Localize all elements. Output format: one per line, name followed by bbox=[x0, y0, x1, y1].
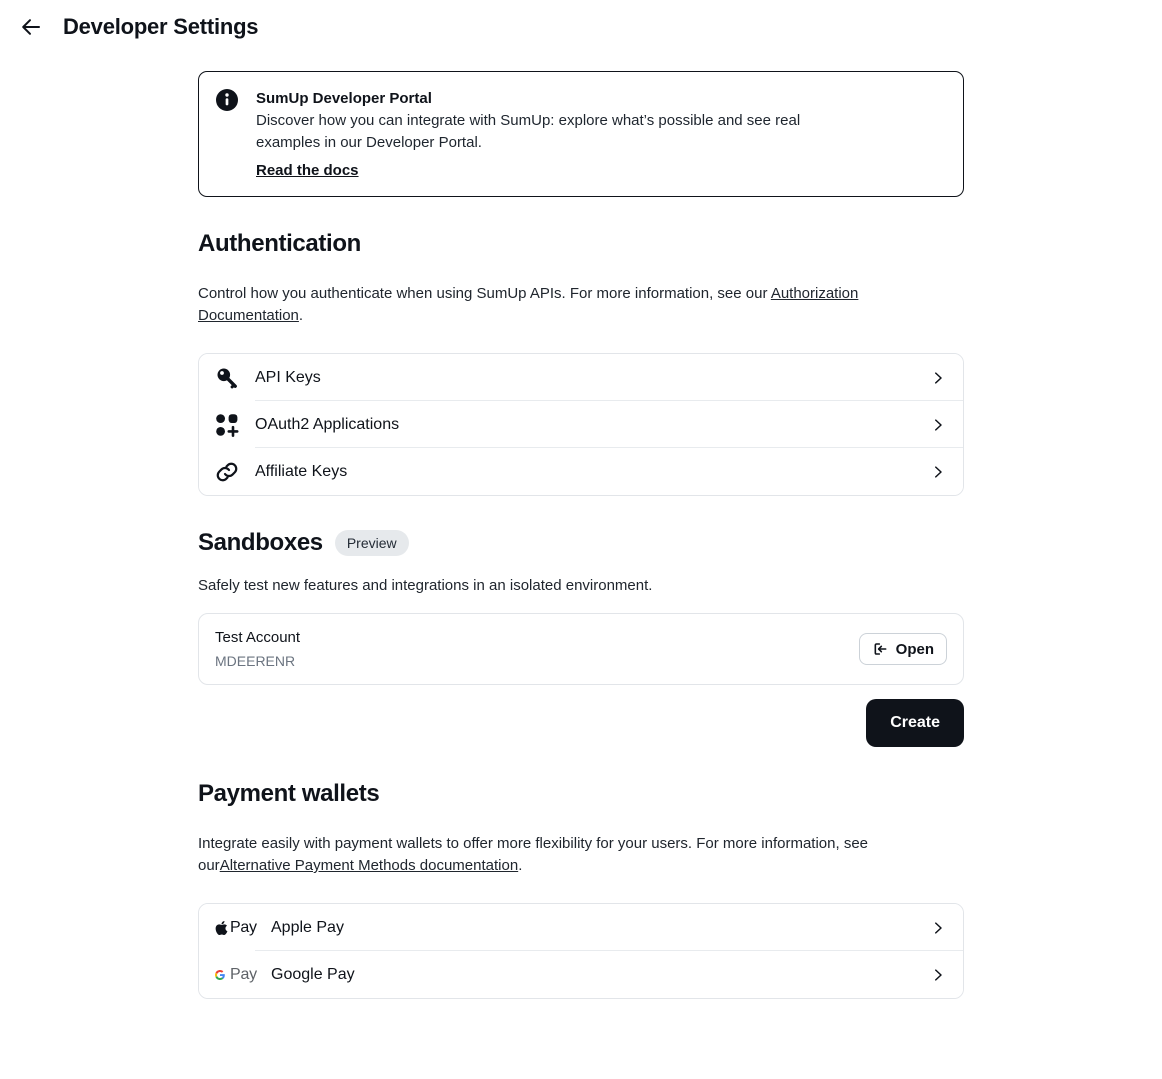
chevron-right-icon bbox=[929, 919, 947, 937]
banner-body: Discover how you can integrate with SumUp: explore what’s possible and see real examples in our Developer Portal. bbox=[256, 112, 801, 151]
chevron-right-icon bbox=[929, 463, 947, 481]
payment-wallets-card bbox=[198, 903, 964, 999]
google-pay-logo: Pay bbox=[215, 966, 257, 984]
affiliate-keys-row[interactable] bbox=[199, 448, 963, 495]
key-icon bbox=[215, 366, 239, 390]
preview-badge: Preview bbox=[335, 530, 409, 556]
chevron-right-icon bbox=[929, 966, 947, 984]
read-the-docs-link[interactable]: Read the docs bbox=[256, 162, 359, 179]
apple-pay-row[interactable] bbox=[199, 904, 963, 951]
affiliate-keys-label: Affiliate Keys bbox=[255, 462, 348, 480]
sandboxes-heading: Sandboxes bbox=[198, 529, 323, 556]
account-info bbox=[215, 627, 300, 671]
oauth-apps-icon bbox=[215, 413, 239, 437]
oauth2-applications-label: OAuth2 Applications bbox=[255, 415, 400, 433]
back-button[interactable] bbox=[17, 13, 45, 41]
authentication-description: Control how you authenticate when using SumUp APIs. For more information, see our Authorization Documentation. bbox=[198, 285, 859, 324]
authorization-documentation-link[interactable]: Authorization Documentation bbox=[198, 285, 859, 324]
google-pay-row[interactable] bbox=[199, 951, 963, 998]
account-code: MDEERENR bbox=[215, 653, 296, 669]
link-icon bbox=[215, 460, 239, 484]
top-bar bbox=[0, 0, 1162, 53]
back-arrow-icon bbox=[19, 15, 43, 39]
create-button[interactable]: Create bbox=[866, 699, 964, 747]
account-name: Test Account bbox=[215, 629, 301, 646]
developer-portal-banner bbox=[198, 71, 964, 197]
chevron-right-icon bbox=[929, 369, 947, 387]
content-column bbox=[198, 71, 964, 1079]
info-icon bbox=[215, 88, 239, 112]
chevron-right-icon bbox=[929, 416, 947, 434]
banner-content bbox=[256, 88, 858, 180]
payment-wallets-heading: Payment wallets bbox=[198, 780, 380, 807]
sandboxes-heading-row bbox=[198, 528, 964, 558]
google-g-icon bbox=[215, 967, 225, 983]
apple-icon bbox=[215, 920, 228, 936]
api-keys-row[interactable] bbox=[199, 354, 963, 401]
oauth2-applications-row[interactable] bbox=[199, 401, 963, 448]
create-button-row bbox=[198, 699, 964, 747]
open-button-label: Open bbox=[895, 640, 934, 658]
api-keys-label: API Keys bbox=[255, 368, 321, 386]
payment-wallets-description: Integrate easily with payment wallets to offer more flexibility for your users. For more information, see ourAlternative Payment Methods documentation. bbox=[198, 835, 868, 874]
page-title: Developer Settings bbox=[63, 14, 259, 39]
open-in-icon bbox=[872, 641, 888, 657]
authentication-heading: Authentication bbox=[198, 230, 361, 257]
apple-pay-logo: Pay bbox=[215, 919, 257, 937]
test-account-card bbox=[198, 613, 964, 685]
apple-pay-label: Apple Pay bbox=[271, 918, 344, 936]
sandboxes-description: Safely test new features and integrations in an isolated environment. bbox=[198, 577, 653, 594]
google-pay-label: Google Pay bbox=[271, 965, 355, 983]
banner-title: SumUp Developer Portal bbox=[256, 90, 432, 107]
authentication-card bbox=[198, 353, 964, 496]
alternative-payment-methods-link[interactable]: Alternative Payment Methods documentation bbox=[219, 857, 519, 874]
open-button[interactable] bbox=[859, 633, 947, 665]
